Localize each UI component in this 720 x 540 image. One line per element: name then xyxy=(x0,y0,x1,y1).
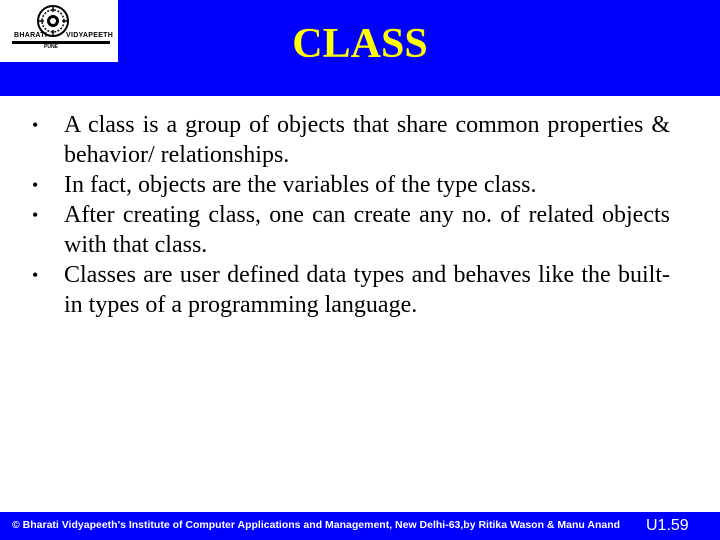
bullet-text: A class is a group of objects that share common properties & behavior/ relationships. xyxy=(64,112,670,168)
bullet-list xyxy=(32,110,670,320)
bullet-text: In fact, objects are the variables of the type class. xyxy=(64,172,537,198)
bullet-marker: • xyxy=(32,205,39,225)
bullet-text: After creating class, one can create any no. of related objects with that class. xyxy=(64,202,670,258)
bullet-marker: • xyxy=(32,175,39,195)
bullet-item xyxy=(32,200,670,260)
bullet-text: Classes are user defined data types and behaves like the built-in types of a programming language. xyxy=(64,262,670,318)
slide-header xyxy=(0,0,720,96)
footer-copyright: © Bharati Vidyapeeth's Institute of Computer Applications and Management, New Delhi-63,by Ritika Wason & Manu Anand xyxy=(12,519,621,531)
slide-number: U1.59 xyxy=(646,517,689,534)
bullet-item xyxy=(32,260,670,320)
logo-left-text: BHARATI xyxy=(14,32,48,39)
bullet-item xyxy=(32,170,670,200)
slide-footer xyxy=(0,512,720,540)
slide-title: CLASS xyxy=(292,21,428,67)
bullet-item xyxy=(32,110,670,170)
logo-right-text: VIDYAPEETH xyxy=(66,32,114,39)
bullet-marker: • xyxy=(32,115,39,135)
logo-city-text: PUNE xyxy=(44,44,58,50)
bullet-marker: • xyxy=(32,265,39,285)
